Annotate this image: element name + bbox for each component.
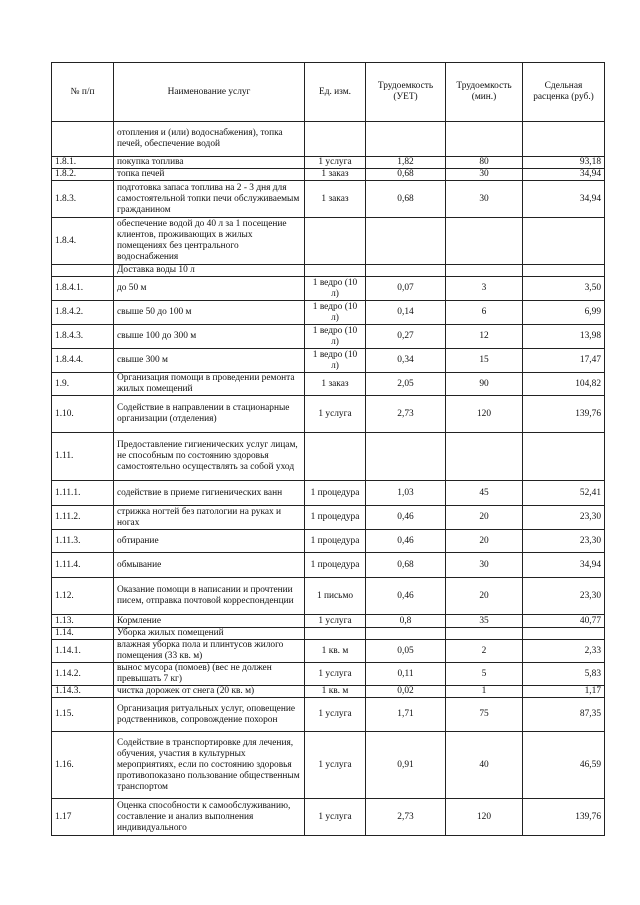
table-row bbox=[52, 277, 605, 301]
table-row bbox=[52, 530, 605, 553]
uet-cell bbox=[366, 628, 446, 640]
service-name-cell: содействие в приеме гигиенических ванн bbox=[114, 481, 305, 506]
minutes-cell: 45 bbox=[446, 481, 523, 506]
price-cell bbox=[523, 433, 605, 481]
minutes-cell: 20 bbox=[446, 530, 523, 553]
row-number-cell: 1.16. bbox=[52, 732, 114, 799]
service-name-cell: топка печей bbox=[114, 169, 305, 181]
table-row bbox=[52, 396, 605, 433]
header-unit: Ед. изм. bbox=[305, 63, 366, 122]
tariff-table bbox=[51, 62, 605, 836]
price-cell: 93,18 bbox=[523, 157, 605, 169]
row-number-cell: 1.17 bbox=[52, 799, 114, 836]
service-name-cell: отопления и (или) водоснабжения), топка печей, обеспечение водой bbox=[114, 122, 305, 157]
row-number-cell: 1.9. bbox=[52, 373, 114, 396]
uet-cell: 1,03 bbox=[366, 481, 446, 506]
table-row bbox=[52, 157, 605, 169]
uet-cell: 0,02 bbox=[366, 686, 446, 698]
minutes-cell: 120 bbox=[446, 799, 523, 836]
service-name-cell: влажная уборка пола и плинтусов жилого помещения (33 кв. м) bbox=[114, 640, 305, 663]
header-name: Наименование услуг bbox=[114, 63, 305, 122]
row-number-cell: 1.14. bbox=[52, 628, 114, 640]
row-number-cell: 1.13. bbox=[52, 615, 114, 628]
table-header-row bbox=[52, 63, 605, 122]
minutes-cell: 20 bbox=[446, 506, 523, 530]
price-cell: 23,30 bbox=[523, 578, 605, 615]
minutes-cell bbox=[446, 122, 523, 157]
unit-cell: 1 процедура bbox=[305, 553, 366, 578]
row-number-cell: 1.14.2. bbox=[52, 663, 114, 686]
service-name-cell: Организация помощи в проведении ремонта жилых помещений bbox=[114, 373, 305, 396]
table-row bbox=[52, 628, 605, 640]
row-number-cell: 1.14.1. bbox=[52, 640, 114, 663]
unit-cell: 1 заказ bbox=[305, 169, 366, 181]
uet-cell: 0,27 bbox=[366, 325, 446, 349]
table-row bbox=[52, 698, 605, 732]
unit-cell: 1 письмо bbox=[305, 578, 366, 615]
minutes-cell: 35 bbox=[446, 615, 523, 628]
uet-cell: 0,11 bbox=[366, 663, 446, 686]
minutes-cell: 30 bbox=[446, 169, 523, 181]
price-cell: 2,33 bbox=[523, 640, 605, 663]
service-name-cell: обтирание bbox=[114, 530, 305, 553]
minutes-cell: 20 bbox=[446, 578, 523, 615]
minutes-cell: 75 bbox=[446, 698, 523, 732]
price-cell bbox=[523, 122, 605, 157]
table-row bbox=[52, 686, 605, 698]
unit-cell: 1 кв. м bbox=[305, 640, 366, 663]
uet-cell: 0,46 bbox=[366, 506, 446, 530]
minutes-cell bbox=[446, 265, 523, 277]
unit-cell: 1 услуга bbox=[305, 799, 366, 836]
row-number-cell: 1.8.3. bbox=[52, 181, 114, 218]
service-name-cell: Доставка воды 10 л bbox=[114, 265, 305, 277]
header-num: № п/п bbox=[52, 63, 114, 122]
row-number-cell: 1.10. bbox=[52, 396, 114, 433]
service-name-cell: свыше 50 до 100 м bbox=[114, 301, 305, 325]
service-name-cell: Оказание помощи в написании и прочтении писем, отправка почтовой корреспонденции bbox=[114, 578, 305, 615]
row-number-cell: 1.8.4.3. bbox=[52, 325, 114, 349]
table-row bbox=[52, 663, 605, 686]
unit-cell bbox=[305, 122, 366, 157]
price-cell: 104,82 bbox=[523, 373, 605, 396]
row-number-cell: 1.15. bbox=[52, 698, 114, 732]
row-number-cell: 1.8.4.4. bbox=[52, 349, 114, 373]
price-cell: 46,59 bbox=[523, 732, 605, 799]
table-row bbox=[52, 506, 605, 530]
row-number-cell bbox=[52, 122, 114, 157]
unit-cell: 1 услуга bbox=[305, 732, 366, 799]
uet-cell: 0,68 bbox=[366, 181, 446, 218]
uet-cell bbox=[366, 433, 446, 481]
header-price: Сдельная расценка (руб.) bbox=[523, 63, 605, 122]
unit-cell: 1 заказ bbox=[305, 373, 366, 396]
table-row bbox=[52, 122, 605, 157]
service-name-cell: Оценка способности к самообслуживанию, составление и анализ выполнения индивидуального bbox=[114, 799, 305, 836]
row-number-cell: 1.11. bbox=[52, 433, 114, 481]
unit-cell: 1 ведро (10 л) bbox=[305, 325, 366, 349]
minutes-cell: 30 bbox=[446, 553, 523, 578]
table-row bbox=[52, 325, 605, 349]
uet-cell: 1,71 bbox=[366, 698, 446, 732]
minutes-cell bbox=[446, 628, 523, 640]
row-number-cell: 1.14.3. bbox=[52, 686, 114, 698]
minutes-cell bbox=[446, 433, 523, 481]
unit-cell: 1 заказ bbox=[305, 181, 366, 218]
price-cell: 34,94 bbox=[523, 169, 605, 181]
uet-cell: 0,68 bbox=[366, 553, 446, 578]
price-cell: 139,76 bbox=[523, 799, 605, 836]
row-number-cell: 1.11.2. bbox=[52, 506, 114, 530]
row-number-cell: 1.8.4.2. bbox=[52, 301, 114, 325]
price-cell bbox=[523, 218, 605, 265]
uet-cell bbox=[366, 122, 446, 157]
service-name-cell: Предоставление гигиенических услуг лицам, не способным по состоянию здоровья самостоятельно осуществлять за собой уход bbox=[114, 433, 305, 481]
service-name-cell: свыше 300 м bbox=[114, 349, 305, 373]
row-number-cell: 1.12. bbox=[52, 578, 114, 615]
price-cell: 52,41 bbox=[523, 481, 605, 506]
minutes-cell: 15 bbox=[446, 349, 523, 373]
uet-cell: 0,07 bbox=[366, 277, 446, 301]
unit-cell: 1 ведро (10 л) bbox=[305, 277, 366, 301]
row-number-cell: 1.11.1. bbox=[52, 481, 114, 506]
price-cell: 3,50 bbox=[523, 277, 605, 301]
unit-cell bbox=[305, 265, 366, 277]
price-cell: 17,47 bbox=[523, 349, 605, 373]
uet-cell: 2,05 bbox=[366, 373, 446, 396]
minutes-cell: 1 bbox=[446, 686, 523, 698]
unit-cell: 1 услуга bbox=[305, 698, 366, 732]
minutes-cell: 80 bbox=[446, 157, 523, 169]
service-name-cell: стрижка ногтей без патологии на руках и ногах bbox=[114, 506, 305, 530]
uet-cell: 1,82 bbox=[366, 157, 446, 169]
table-row bbox=[52, 218, 605, 265]
table-row bbox=[52, 640, 605, 663]
minutes-cell: 90 bbox=[446, 373, 523, 396]
price-cell bbox=[523, 628, 605, 640]
service-name-cell: чистка дорожек от снега (20 кв. м) bbox=[114, 686, 305, 698]
table-row bbox=[52, 615, 605, 628]
minutes-cell: 5 bbox=[446, 663, 523, 686]
uet-cell: 2,73 bbox=[366, 799, 446, 836]
price-cell: 34,94 bbox=[523, 553, 605, 578]
minutes-cell: 3 bbox=[446, 277, 523, 301]
uet-cell: 0,05 bbox=[366, 640, 446, 663]
minutes-cell: 120 bbox=[446, 396, 523, 433]
unit-cell bbox=[305, 628, 366, 640]
service-name-cell: до 50 м bbox=[114, 277, 305, 301]
uet-cell bbox=[366, 218, 446, 265]
service-name-cell: Уборка жилых помещений bbox=[114, 628, 305, 640]
uet-cell: 0,68 bbox=[366, 169, 446, 181]
uet-cell: 0,46 bbox=[366, 578, 446, 615]
row-number-cell: 1.11.4. bbox=[52, 553, 114, 578]
unit-cell: 1 процедура bbox=[305, 481, 366, 506]
table-row bbox=[52, 732, 605, 799]
uet-cell: 0,8 bbox=[366, 615, 446, 628]
price-cell bbox=[523, 265, 605, 277]
service-name-cell: подготовка запаса топлива на 2 - 3 дня для самостоятельной топки печи обслуживаемым гражданином bbox=[114, 181, 305, 218]
uet-cell: 2,73 bbox=[366, 396, 446, 433]
service-name-cell: Кормление bbox=[114, 615, 305, 628]
table-row bbox=[52, 553, 605, 578]
table-row bbox=[52, 373, 605, 396]
unit-cell: 1 кв. м bbox=[305, 686, 366, 698]
service-name-cell: свыше 100 до 300 м bbox=[114, 325, 305, 349]
row-number-cell bbox=[52, 265, 114, 277]
table-row bbox=[52, 481, 605, 506]
service-name-cell: Содействие в транспортировке для лечения, обучения, участия в культурных мероприятиях, если по состоянию здоровья противопоказано пользование общественным транспортом bbox=[114, 732, 305, 799]
price-cell: 23,30 bbox=[523, 506, 605, 530]
uet-cell: 0,34 bbox=[366, 349, 446, 373]
price-cell: 13,98 bbox=[523, 325, 605, 349]
table-row bbox=[52, 169, 605, 181]
row-number-cell: 1.8.2. bbox=[52, 169, 114, 181]
table-row bbox=[52, 433, 605, 481]
table-row bbox=[52, 181, 605, 218]
price-cell: 40,77 bbox=[523, 615, 605, 628]
service-name-cell: обмывание bbox=[114, 553, 305, 578]
price-cell: 23,30 bbox=[523, 530, 605, 553]
unit-cell: 1 ведро (10 л) bbox=[305, 349, 366, 373]
service-name-cell: вынос мусора (помоев) (вес не должен превышать 7 кг) bbox=[114, 663, 305, 686]
uet-cell bbox=[366, 265, 446, 277]
minutes-cell: 6 bbox=[446, 301, 523, 325]
minutes-cell: 30 bbox=[446, 181, 523, 218]
minutes-cell: 12 bbox=[446, 325, 523, 349]
unit-cell: 1 услуга bbox=[305, 615, 366, 628]
uet-cell: 0,46 bbox=[366, 530, 446, 553]
service-name-cell: Организация ритуальных услуг, оповещение родственников, сопровождение похорон bbox=[114, 698, 305, 732]
table-row bbox=[52, 265, 605, 277]
price-cell: 6,99 bbox=[523, 301, 605, 325]
row-number-cell: 1.8.1. bbox=[52, 157, 114, 169]
unit-cell: 1 процедура bbox=[305, 506, 366, 530]
row-number-cell: 1.11.3. bbox=[52, 530, 114, 553]
minutes-cell bbox=[446, 218, 523, 265]
price-cell: 139,76 bbox=[523, 396, 605, 433]
unit-cell: 1 услуга bbox=[305, 396, 366, 433]
price-cell: 87,35 bbox=[523, 698, 605, 732]
uet-cell: 0,14 bbox=[366, 301, 446, 325]
price-cell: 34,94 bbox=[523, 181, 605, 218]
header-uet: Трудоемкость (УЕТ) bbox=[366, 63, 446, 122]
price-cell: 1,17 bbox=[523, 686, 605, 698]
unit-cell: 1 услуга bbox=[305, 157, 366, 169]
table-row bbox=[52, 301, 605, 325]
table-row bbox=[52, 799, 605, 836]
service-name-cell: обеспечение водой до 40 л за 1 посещение клиентов, проживающих в жилых помещениях без центрального водоснабжения bbox=[114, 218, 305, 265]
unit-cell: 1 услуга bbox=[305, 663, 366, 686]
unit-cell bbox=[305, 433, 366, 481]
unit-cell: 1 ведро (10 л) bbox=[305, 301, 366, 325]
row-number-cell: 1.8.4. bbox=[52, 218, 114, 265]
unit-cell bbox=[305, 218, 366, 265]
minutes-cell: 2 bbox=[446, 640, 523, 663]
uet-cell: 0,91 bbox=[366, 732, 446, 799]
unit-cell: 1 процедура bbox=[305, 530, 366, 553]
table-row bbox=[52, 349, 605, 373]
price-cell: 5,83 bbox=[523, 663, 605, 686]
header-min: Трудоемкость (мин.) bbox=[446, 63, 523, 122]
table-row bbox=[52, 578, 605, 615]
service-name-cell: Содействие в направлении в стационарные организации (отделения) bbox=[114, 396, 305, 433]
minutes-cell: 40 bbox=[446, 732, 523, 799]
row-number-cell: 1.8.4.1. bbox=[52, 277, 114, 301]
service-name-cell: покупка топлива bbox=[114, 157, 305, 169]
